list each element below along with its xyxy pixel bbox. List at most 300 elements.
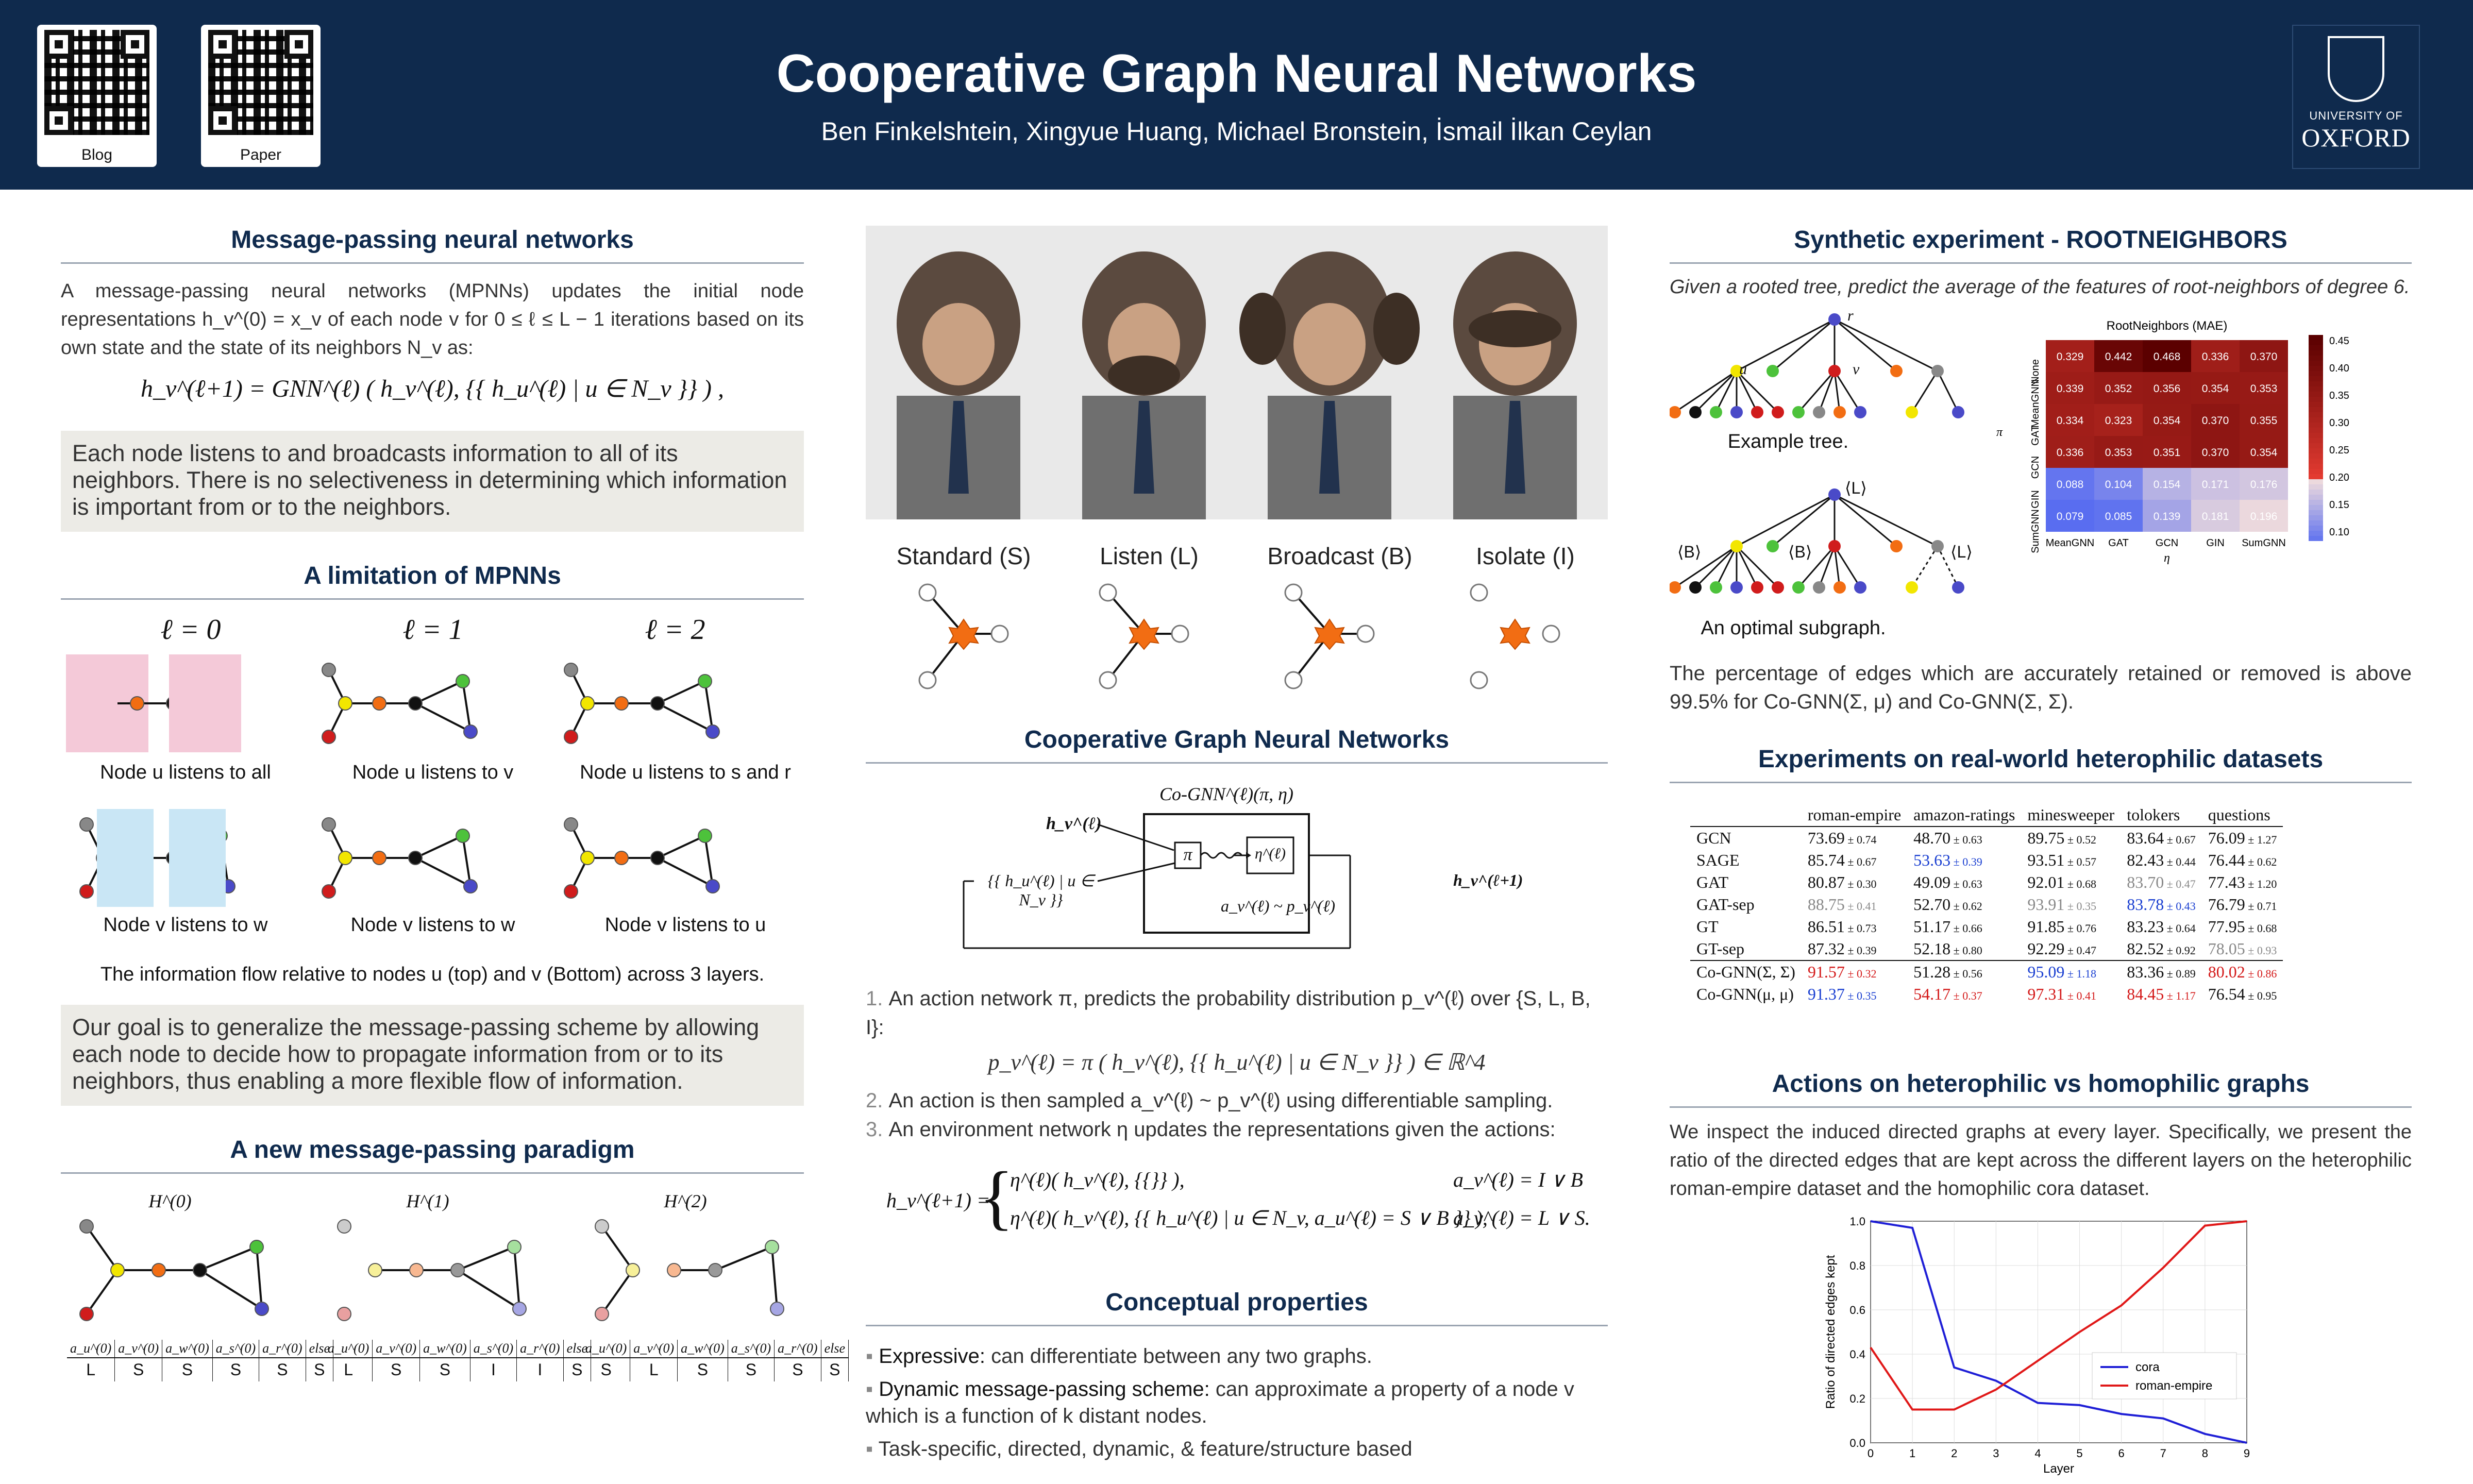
caption-top-2: Node u listens to s and r	[580, 762, 791, 783]
action-header: a_s^(0)	[728, 1340, 774, 1358]
monkey-isolate	[1453, 251, 1577, 519]
paradigm-graph	[338, 1220, 526, 1321]
result-cell: 83.36 ± 0.89	[2127, 963, 2196, 981]
action-value: S	[563, 1358, 591, 1381]
step-1: 1. An action network π, predicts the probability distribution p_v^(ℓ) over {S, L, B, I}:	[866, 987, 1591, 1039]
graph-edge	[200, 1270, 262, 1309]
graph-edge	[200, 1247, 257, 1270]
graph-edge	[658, 703, 713, 732]
graph-node	[451, 1263, 464, 1277]
result-cell: 76.54 ± 0.95	[2208, 985, 2277, 1003]
result-cell: 77.95 ± 0.68	[2208, 917, 2277, 936]
graph-edge	[87, 1226, 117, 1270]
layer-0-label: ℓ = 0	[160, 614, 221, 646]
cognn-box-title: Co-GNN^(ℓ)(π, η)	[1159, 784, 1294, 804]
tree-leaf	[1813, 581, 1825, 594]
tree-leaf	[1689, 581, 1702, 594]
colorbar-segment	[2309, 361, 2323, 366]
tree-leaf	[1772, 406, 1784, 418]
heatmap-cell-label: 0.442	[2105, 351, 2132, 363]
step-3: 3. An environment network η updates the representations given the actions:	[866, 1118, 1556, 1141]
heatmap-y-tick: MeanGNN	[2030, 379, 2041, 428]
heatmap-cell-label: 0.085	[2105, 511, 2132, 522]
colorbar-segment	[2309, 417, 2323, 423]
tree-leaf	[1854, 581, 1866, 594]
tree	[1670, 313, 1964, 418]
results-grid	[1690, 804, 2283, 1005]
subgraph-label-l: ⟨L⟩	[1950, 543, 1973, 561]
graph-node	[409, 697, 422, 710]
action-value: S	[115, 1358, 162, 1381]
graph-node	[698, 829, 712, 842]
x-tick-label: 6	[2118, 1447, 2125, 1460]
graph-node	[709, 1263, 722, 1277]
graph-node	[626, 1263, 640, 1277]
action-diagram	[919, 584, 1008, 688]
monkeys-image	[866, 226, 1608, 519]
result-cell: 82.43 ± 0.44	[2127, 851, 2196, 869]
result-cell: 91.85 ± 0.76	[2027, 917, 2096, 936]
tree-caption: Example tree.	[1727, 431, 1849, 452]
graph-edge	[658, 681, 705, 703]
colorbar-segment	[2309, 345, 2323, 350]
input-h: h_v^(ℓ)	[1046, 814, 1102, 833]
colorbar-segment	[2309, 453, 2323, 459]
action-header: a_w^(0)	[420, 1340, 470, 1358]
action-value: S	[162, 1358, 213, 1381]
colorbar-segment	[2309, 366, 2323, 371]
tree-edge	[1773, 319, 1835, 371]
graph-node	[322, 818, 335, 831]
action-table	[582, 1340, 849, 1381]
action-value: S	[212, 1358, 259, 1381]
cognn-heading: Cooperative Graph Neural Networks	[866, 726, 1608, 764]
action-header: a_w^(0)	[678, 1340, 728, 1358]
action-header: else	[306, 1340, 333, 1358]
graph-node	[373, 697, 386, 710]
tree-leaf	[1710, 406, 1722, 418]
colorbar-tick: 0.35	[2329, 390, 2349, 401]
graph-edge	[463, 836, 470, 886]
graph-node	[595, 1307, 609, 1321]
neighbor-node	[1357, 626, 1374, 642]
result-cell: 86.51 ± 0.73	[1807, 917, 1877, 936]
action-header: a_v^(0)	[373, 1340, 420, 1358]
x-tick-label: 7	[2160, 1447, 2166, 1460]
conceptual-item-bold: Dynamic message-passing scheme:	[879, 1378, 1210, 1401]
heatmap-cell-label: 0.176	[2250, 479, 2278, 491]
colorbar-tick: 0.20	[2329, 472, 2349, 483]
graph-node	[111, 1263, 124, 1277]
heatmap-cell-label: 0.104	[2105, 479, 2132, 491]
colorbar-segment	[2309, 386, 2323, 392]
colorbar-segment	[2309, 495, 2323, 500]
synthetic-conclusion: The percentage of edges which are accurately retained or removed is above 99.5% for Co-GNN(Σ, μ) and Co-GNN(Σ, Σ).	[1670, 662, 2412, 713]
x-axis-label: Layer	[2043, 1462, 2075, 1476]
result-cell: 77.43 ± 1.20	[2208, 873, 2277, 891]
paradigm-graph	[595, 1220, 784, 1321]
action-header: a_v^(0)	[115, 1340, 162, 1358]
colorbar-segment	[2309, 407, 2323, 412]
y-tick-label: 0.4	[1849, 1348, 1865, 1361]
eta-label: η^(ℓ)	[1254, 845, 1286, 862]
colorbar-segment	[2309, 484, 2323, 490]
colorbar-segment	[2309, 500, 2323, 505]
action-diagram	[1100, 584, 1188, 688]
flow-caption: The information flow relative to nodes u (top) and v (Bottom) across 3 layers.	[100, 964, 765, 985]
colorbar-tick: 0.40	[2329, 363, 2349, 374]
conceptual-heading: Conceptual properties	[866, 1288, 1608, 1326]
action-value: I	[517, 1358, 563, 1381]
graph-edge	[415, 858, 470, 886]
graph-node	[322, 663, 335, 677]
graph-edge	[257, 1247, 262, 1309]
subgraph-caption: An optimal subgraph.	[1701, 617, 1886, 639]
graph-node	[698, 674, 712, 688]
action-value: S	[678, 1358, 728, 1381]
action-value: S	[259, 1358, 306, 1381]
model-name: GT	[1696, 917, 1719, 936]
tree-leaf	[1833, 581, 1846, 594]
paper-qr-label: Paper	[240, 146, 282, 163]
result-cell: 91.37 ± 0.35	[1807, 985, 1877, 1003]
action-header: else	[563, 1340, 591, 1358]
caption-bottom-0: Node v listens to w	[103, 914, 268, 936]
action-header: a_u^(0)	[582, 1340, 630, 1358]
graph-node	[706, 725, 719, 738]
graph-node	[338, 1307, 351, 1321]
action-value: S	[373, 1358, 420, 1381]
tree-node	[1828, 488, 1841, 501]
result-cell: 93.91 ± 0.35	[2027, 895, 2096, 914]
blog-qr-label: Blog	[81, 146, 113, 163]
action-value: S	[306, 1358, 333, 1381]
tree-leaf	[1751, 581, 1763, 594]
graph-node	[373, 851, 386, 865]
tree-leaf	[1952, 581, 1964, 594]
colorbar-segment	[2309, 474, 2323, 479]
results-table	[1690, 804, 2391, 1005]
poster-authors: Ben Finkelshtein, Xingyue Huang, Michael Bronstein, İsmail İlkan Ceylan	[821, 117, 1652, 146]
pi-label: π	[1183, 845, 1192, 864]
colorbar-segment	[2309, 443, 2323, 448]
step-3-text: An environment network η updates the representations given the actions:	[888, 1118, 1556, 1141]
graph-edge	[87, 1270, 117, 1314]
action-value: L	[325, 1358, 373, 1381]
colorbar-segment	[2309, 412, 2323, 417]
heatmap-cell-label: 0.329	[2056, 351, 2084, 363]
tree-leaf	[1730, 406, 1743, 418]
poster-title: Cooperative Graph Neural Networks	[776, 44, 1697, 104]
tree-edge	[1819, 371, 1835, 412]
graph-node	[464, 880, 477, 893]
tree-edge	[1737, 546, 1757, 587]
graph-node	[667, 1263, 681, 1277]
tree-node	[1828, 365, 1841, 377]
result-cell: 53.63 ± 0.39	[1913, 851, 1982, 869]
subgraph-label-root: ⟨L⟩	[1845, 479, 1867, 497]
heatmap-cell-label: 0.468	[2153, 351, 2181, 363]
graph-node	[80, 885, 93, 898]
model-name: GAT-sep	[1696, 895, 1755, 914]
tree-node	[1828, 540, 1841, 552]
graph-node	[338, 1220, 351, 1233]
graph-node	[651, 697, 664, 710]
heatmap-cell-label: 0.353	[2250, 383, 2278, 395]
colorbar-tick: 0.30	[2329, 417, 2349, 429]
caption-top-1: Node u listens to v	[352, 762, 514, 783]
graph-node	[508, 1240, 521, 1254]
tree-leaf	[1792, 406, 1805, 418]
x-tick-label: 4	[2034, 1447, 2041, 1460]
graph-node	[80, 1220, 93, 1233]
y-tick-label: 0.2	[1849, 1392, 1865, 1405]
colorbar-segment	[2309, 376, 2323, 381]
heatmap-cell-label: 0.336	[2201, 351, 2229, 363]
result-cell: 76.09 ± 1.27	[2208, 829, 2277, 847]
conceptual-item: ▪ Dynamic message-passing scheme: can approximate a property of a node v which is a function of k distant nodes.	[866, 1378, 1574, 1427]
center-node-icon	[1315, 619, 1344, 649]
heatmap-cell-label: 0.370	[2201, 447, 2229, 459]
legend-label: cora	[2135, 1360, 2160, 1374]
heatmap-y-tick: SumGNN	[2030, 509, 2041, 553]
mpnn-heading: Message-passing neural networks	[61, 226, 804, 264]
subgraph-label-b1: ⟨B⟩	[1677, 543, 1702, 561]
cognn-steps	[866, 984, 1608, 1144]
graph-node	[581, 697, 594, 710]
heatmap-cell-label: 0.323	[2105, 415, 2132, 427]
tree-edge	[1737, 319, 1835, 371]
heatmap-cell-label: 0.351	[2153, 447, 2181, 459]
x-tick-label: 8	[2201, 1447, 2209, 1460]
heatmap-cell-label: 0.354	[2153, 415, 2181, 427]
sample-label: a_v^(ℓ) ~ p_v^(ℓ)	[1221, 897, 1335, 915]
colorbar-segment	[2309, 397, 2323, 402]
graph-node	[706, 880, 719, 893]
result-cell: 51.28 ± 0.56	[1913, 963, 1982, 981]
action-value: L	[67, 1358, 115, 1381]
colorbar-segment	[2309, 350, 2323, 356]
action-value: S	[821, 1358, 848, 1381]
graph-edge	[658, 836, 705, 858]
tree-node	[1890, 540, 1903, 552]
neighbor-node	[919, 584, 936, 601]
result-cell: 89.75 ± 0.52	[2027, 829, 2096, 847]
conceptual-item: ▪ Task-specific, directed, dynamic, & feature/structure based	[866, 1438, 1412, 1460]
colorbar-tick: 0.25	[2329, 445, 2349, 456]
limitation-graphs	[61, 654, 804, 994]
result-cell: 92.01 ± 0.68	[2027, 873, 2096, 891]
result-cell: 93.51 ± 0.57	[2027, 851, 2096, 869]
neighbor-node	[1471, 672, 1487, 688]
action-tables	[67, 1340, 845, 1407]
tree-node	[1931, 540, 1944, 552]
graph-h0-label: H^(0)	[148, 1191, 192, 1211]
action-label-standard: Standard (S)	[896, 543, 1031, 569]
action-value: I	[470, 1358, 516, 1381]
result-cell: 76.79 ± 0.71	[2208, 895, 2277, 914]
graph-h2-label: H^(2)	[664, 1191, 707, 1211]
graph-node	[368, 1263, 382, 1277]
limitation-graph	[169, 809, 477, 907]
graph-node	[581, 851, 594, 865]
monkey-listen	[1082, 251, 1206, 519]
action-header: a_u^(0)	[67, 1340, 115, 1358]
graph-node	[765, 1240, 779, 1254]
graph-node	[456, 829, 469, 842]
model-name: SAGE	[1696, 851, 1740, 869]
tree-node	[1890, 365, 1903, 377]
tree-node	[1730, 540, 1743, 552]
colorbar-segment	[2309, 526, 2323, 531]
x-tick-label: 2	[1951, 1447, 1958, 1460]
action-diagrams	[866, 577, 1608, 696]
neighbor-node	[1100, 672, 1116, 688]
tree-u-label: u	[1739, 361, 1747, 378]
edges-kept-line-chart	[1814, 1211, 2278, 1479]
tree-edge	[1773, 495, 1835, 546]
synthetic-description: Given a rooted tree, predict the average of the features of root-neighbors of degree 6.	[1670, 276, 2410, 298]
center-node-icon	[1130, 619, 1158, 649]
heatmap-cell-label: 0.171	[2201, 479, 2229, 491]
tree	[1670, 488, 1964, 594]
colorbar-segment	[2309, 490, 2323, 495]
tree-edge	[1737, 495, 1835, 546]
results-column-header: tolokers	[2121, 804, 2202, 827]
model-name: GAT	[1696, 873, 1729, 891]
graph-node	[615, 697, 628, 710]
graph-node	[410, 1263, 423, 1277]
colorbar-segment	[2309, 469, 2323, 474]
limitation-graph	[169, 654, 477, 752]
update-equation	[886, 1157, 1608, 1242]
highlight-region	[97, 809, 154, 907]
update-case-1: η^(ℓ)( h_v^(ℓ), {{}} ),	[1010, 1168, 1185, 1191]
action-header: a_r^(0)	[775, 1340, 821, 1358]
tree-leaf	[1813, 406, 1825, 418]
model-name: GCN	[1696, 829, 1731, 847]
action-label-listen: Listen (L)	[1100, 543, 1199, 569]
heatmap-cell-label: 0.336	[2056, 447, 2084, 459]
colorbar-segment	[2309, 536, 2323, 541]
graph-edge	[602, 1270, 633, 1314]
action-header: else	[821, 1340, 848, 1358]
heatmap-cell-label: 0.196	[2250, 511, 2278, 522]
graph-node	[339, 851, 352, 865]
results-row	[1690, 983, 2283, 1005]
graph-node	[595, 1220, 609, 1233]
output-h: h_v^(ℓ+1)	[1453, 871, 1523, 889]
action-table	[67, 1340, 333, 1381]
tree-node	[1767, 540, 1779, 552]
subgraph-label-b2: ⟨B⟩	[1788, 543, 1812, 561]
colorbar-segment	[2309, 515, 2323, 520]
x-tick-label: 0	[1867, 1447, 1874, 1460]
graph-node	[513, 1302, 526, 1316]
colorbar-segment	[2309, 433, 2323, 438]
heatmap-cell-label: 0.339	[2056, 383, 2084, 395]
heatmap-y-tick: None	[2030, 359, 2041, 384]
heatmap-cell-label: 0.352	[2105, 383, 2132, 395]
center-node-icon	[1501, 619, 1529, 649]
action-label-isolate: Isolate (I)	[1476, 543, 1575, 569]
conceptual-item: ▪ Expressive: can differentiate between any two graphs.	[866, 1345, 1372, 1368]
tree-leaf	[1906, 406, 1918, 418]
results-column-header: minesweeper	[2021, 804, 2121, 827]
graph-edge	[415, 703, 470, 732]
x-tick-label: 1	[1909, 1447, 1916, 1460]
graph-node	[651, 851, 664, 865]
tree-leaf	[1906, 581, 1918, 594]
colorbar-segment	[2309, 520, 2323, 526]
graph-node	[564, 885, 578, 898]
heatmap-y-label: π	[1996, 426, 2003, 439]
result-cell: 83.78 ± 0.43	[2127, 895, 2196, 914]
neighbor-node	[1543, 626, 1559, 642]
action-value: S	[582, 1358, 630, 1381]
update-case-1-condition: a_v^(ℓ) = I ∨ B	[1453, 1168, 1583, 1191]
graph-edge	[705, 681, 713, 732]
monkey-standard	[897, 251, 1020, 519]
result-cell: 51.17 ± 0.66	[1913, 917, 1982, 936]
neighbor-node	[1285, 672, 1302, 688]
highlight-region	[169, 809, 226, 907]
caption-bottom-1: Node v listens to w	[350, 914, 515, 936]
results-row	[1690, 827, 2283, 849]
colorbar-segment	[2309, 340, 2323, 345]
heatmap-x-tick: SumGNN	[2242, 537, 2286, 549]
heatmap-cell-label: 0.181	[2201, 511, 2229, 522]
action-table	[325, 1340, 591, 1381]
step-2-text: An action is then sampled a_v^(ℓ) ~ p_v^(ℓ) using differentiable sampling.	[888, 1089, 1553, 1112]
update-case-2-condition: a_v^(ℓ) = L ∨ S.	[1453, 1206, 1590, 1229]
heatmap-cell-label: 0.356	[2153, 383, 2181, 395]
monkeys-illustration	[866, 226, 1608, 519]
graph-node	[456, 674, 469, 688]
graph-node	[80, 818, 93, 831]
colorbar-segment	[2309, 356, 2323, 361]
result-cell: 83.23 ± 0.64	[2127, 917, 2196, 936]
goal-box: Our goal is to generalize the message-passing scheme by allowing each node to decide how to propagate information from or to its neighbors, thus enabling a more flexible flow of information.	[61, 1005, 804, 1106]
x-tick-label: 5	[2076, 1447, 2083, 1460]
colorbar-tick: 0.45	[2329, 335, 2349, 347]
heatmap-x-tick: GCN	[2155, 537, 2179, 549]
result-cell: 80.02 ± 0.86	[2208, 963, 2277, 981]
result-cell: 97.31 ± 0.41	[2027, 985, 2096, 1003]
heatmap-y-tick: GAT	[2030, 425, 2041, 446]
tree-leaf	[1833, 406, 1846, 418]
tree-leaf	[1772, 581, 1784, 594]
conceptual-list	[866, 1343, 1608, 1462]
conceptual-item-text: Task-specific, directed, dynamic, & feature/structure based	[878, 1438, 1412, 1460]
heatmap-y-tick: GIN	[2030, 490, 2041, 509]
heatmap-cell-label: 0.354	[2250, 447, 2278, 459]
step-1-equation: p_v^(ℓ) = π ( h_v^(ℓ), {{ h_u^(ℓ) | u ∈ N_v }} ) ∈ ℝ^4	[988, 1050, 1486, 1075]
result-cell: 91.57 ± 0.32	[1807, 963, 1877, 981]
y-tick-label: 0.0	[1849, 1437, 1865, 1449]
tree-v-label: v	[1853, 361, 1860, 378]
graph-node	[464, 725, 477, 738]
colorbar-segment	[2309, 510, 2323, 515]
model-name: Co-GNN(μ, μ)	[1696, 985, 1794, 1003]
action-value: S	[775, 1358, 821, 1381]
update-lhs: h_v^(ℓ+1) =	[886, 1189, 990, 1212]
tree-leaf	[1710, 581, 1722, 594]
colorbar-segment	[2309, 371, 2323, 376]
heatmap-cell-label: 0.370	[2201, 415, 2229, 427]
center-node-icon	[949, 619, 978, 649]
colorbar-segment	[2309, 423, 2323, 428]
